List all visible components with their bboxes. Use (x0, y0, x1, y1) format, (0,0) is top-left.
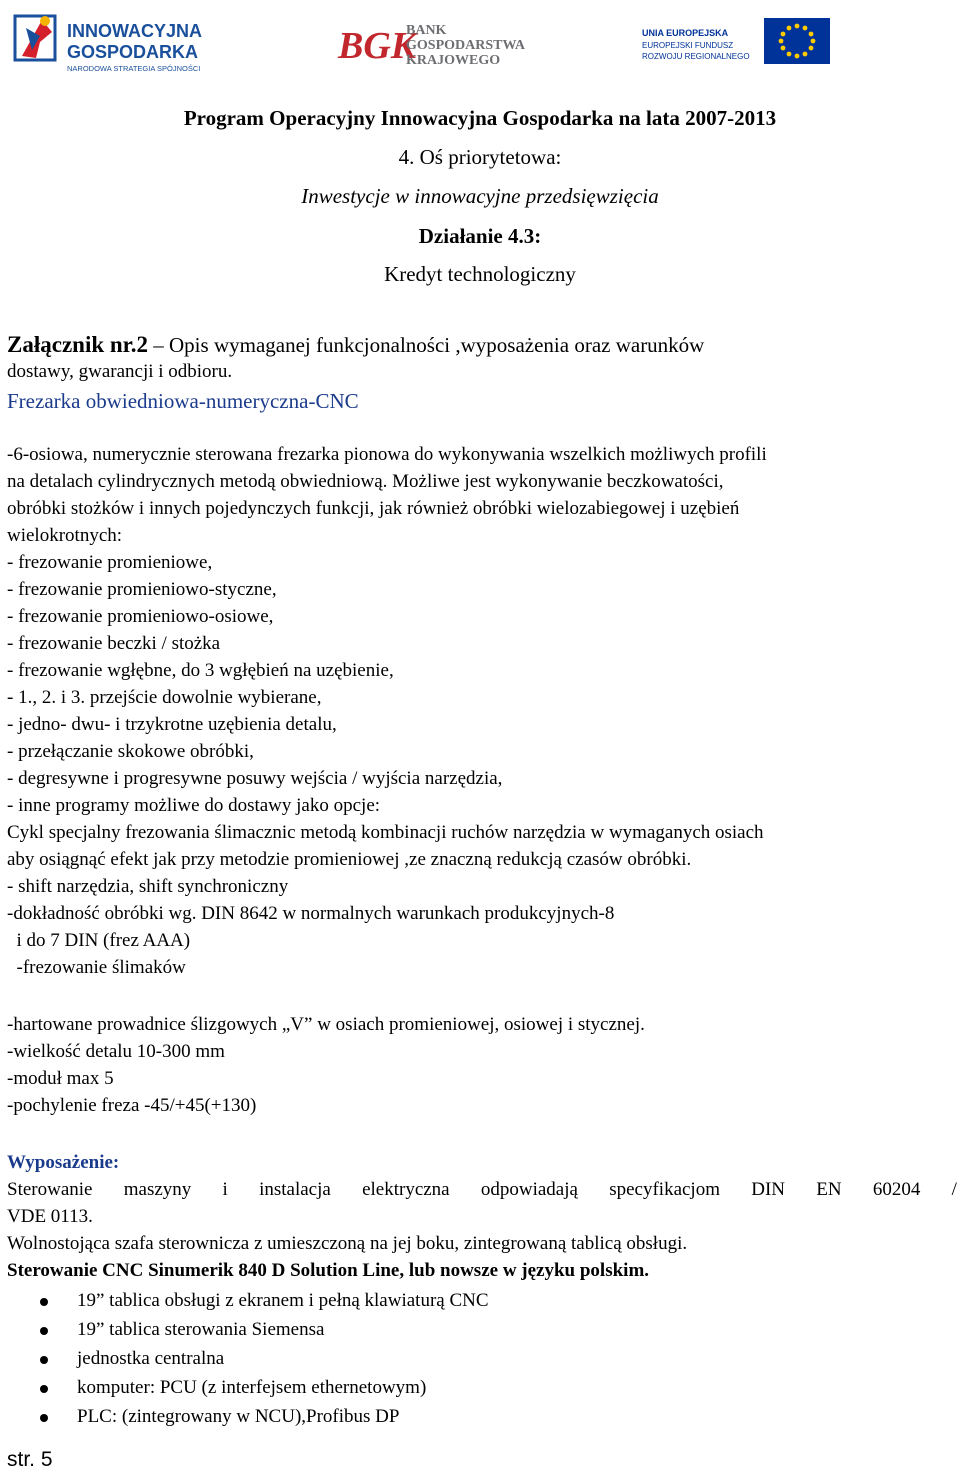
spec-line: -pochylenie freza -45/+45(+130) (7, 1095, 257, 1116)
svg-text:BGK: BGK (338, 25, 417, 67)
page-number: str. 5 (7, 1448, 53, 1471)
spec-line: -moduł max 5 (7, 1068, 114, 1089)
svg-text:BANK: BANK (406, 23, 447, 38)
list-item (40, 1347, 224, 1371)
list-item (40, 1318, 324, 1342)
body-line: i do 7 DIN (frez AAA) (7, 930, 191, 951)
equipment-word: instalacja (259, 1179, 331, 1200)
equipment-word: EN (816, 1179, 842, 1200)
equipment-heading: Wyposażenie: (7, 1152, 120, 1173)
body-line: -dokładność obróbki wg. DIN 8642 w normalnych warunkach produkcyjnych-8 (7, 903, 615, 924)
svg-text:INNOWACYJNA: INNOWACYJNA (67, 21, 203, 41)
spec-line: -hartowane prowadnice ślizgowych „V” w osiach promieniowej, osiowej i stycznej. (7, 1014, 645, 1035)
bgk-logo (336, 16, 536, 72)
equipment-word: specyfikacjom (609, 1179, 720, 1200)
priority-axis-name: Inwestycje w innowacyjne przedsięwzięcia (301, 184, 659, 208)
equipment-line: Wolnostojąca szafa sterownicza z umieszczoną na jej boku, zintegrowaną tablicą obsługi. (7, 1233, 688, 1254)
body-line: - jedno- dwu- i trzykrotne uzębienia detalu, (7, 714, 337, 735)
eu-logo (640, 14, 832, 74)
annex-label: Załącznik nr.2 (7, 332, 149, 357)
ig-emblem-icon (12, 6, 232, 78)
body-line: - degresywne i progresywne posuwy wejścia / wyjścia narzędzia, (7, 768, 503, 789)
priority-axis: 4. Oś priorytetowa: (398, 145, 562, 169)
body-line: aby osiągnąć efekt jak przy metodzie promieniowej ,ze znaczną redukcją czasów obróbki. (7, 849, 692, 870)
equipment-word: maszyny (123, 1179, 192, 1200)
svg-text:KRAJOWEGO: KRAJOWEGO (406, 53, 501, 68)
equipment-word: Sterowanie (7, 1179, 93, 1200)
bgk-emblem-icon (336, 16, 536, 72)
equipment-word: odpowiadają (480, 1179, 578, 1200)
program-title: Program Operacyjny Innowacyjna Gospodarka na lata 2007-2013 (183, 106, 777, 130)
body-line: wielokrotnych: (7, 525, 123, 546)
list-item-text: PLC: (zintegrowany w NCU),Profibus DP (77, 1406, 400, 1427)
body-line: - 1., 2. i 3. przejście dowolnie wybierane, (7, 687, 322, 708)
equipment-word: DIN (751, 1179, 786, 1200)
header-logos (0, 0, 960, 88)
machine-name: Frezarka obwiedniowa-numeryczna-CNC (7, 389, 359, 413)
spec-line: -wielkość detalu 10-300 mm (7, 1041, 225, 1062)
body-line: - frezowanie promieniowe, (7, 552, 213, 573)
svg-text:UNIA EUROPEJSKA: UNIA EUROPEJSKA (642, 28, 729, 38)
credit-name: Kredyt technologiczny (384, 262, 576, 286)
list-item-text: 19” tablica sterowania Siemensa (77, 1319, 325, 1340)
list-item (40, 1289, 489, 1313)
equipment-word: 60204 (872, 1179, 921, 1200)
list-item-text: jednostka centralna (77, 1348, 225, 1369)
innowacyjna-gospodarka-logo (12, 6, 232, 78)
list-item (40, 1376, 426, 1400)
body-line: Cykl specjalny frezowania ślimacznic metodą kombinacji ruchów narzędzia w wymaganych osiach (7, 822, 764, 843)
equipment-line: VDE 0113. (7, 1206, 93, 1227)
body-line: - frezowanie wgłębne, do 3 wgłębień na uzębienie, (7, 660, 394, 681)
equipment-word: / (951, 1179, 957, 1200)
svg-text:GOSPODARKA: GOSPODARKA (67, 42, 199, 62)
cnc-control: Sterowanie CNC Sinumerik 840 D Solution Line, lub nowsze w języku polskim. (7, 1260, 650, 1281)
annex-line (7, 332, 704, 358)
svg-text:GOSPODARSTWA: GOSPODARSTWA (406, 38, 526, 53)
list-item-text: 19” tablica obsługi z ekranem i pełną klawiaturą CNC (77, 1290, 489, 1311)
body-line: - przełączanie skokowe obróbki, (7, 741, 254, 762)
list-item-text: komputer: PCU (z interfejsem ethernetowym) (77, 1377, 427, 1398)
body-line: - shift narzędzia, shift synchroniczny (7, 876, 289, 897)
svg-text:ROZWOJU REGIONALNEGO: ROZWOJU REGIONALNEGO (642, 52, 750, 61)
action-number: Działanie 4.3: (418, 224, 542, 248)
annex-description: – Opis wymaganej funkcjonalności ,wyposażenia oraz warunków (148, 333, 705, 357)
equipment-word: elektryczna (362, 1179, 450, 1200)
body-line: -frezowanie ślimaków (7, 957, 186, 978)
body-line: - inne programy możliwe do dostawy jako opcje: (7, 795, 381, 816)
body-line: -6-osiowa, numerycznie sterowana frezarka pionowa do wykonywania wszelkich możliwych profili (7, 444, 767, 465)
svg-text:NARODOWA STRATEGIA SPÓJNOŚCI: NARODOWA STRATEGIA SPÓJNOŚCI (67, 64, 201, 73)
equipment-word: i (222, 1179, 228, 1200)
body-line: - frezowanie promieniowo-styczne, (7, 579, 277, 600)
eu-flag-icon (640, 14, 832, 74)
body-line: - frezowanie promieniowo-osiowe, (7, 606, 274, 627)
annex-description-cont: dostawy, gwarancji i odbioru. (7, 361, 233, 382)
body-line: obróbki stożków i innych pojedynczych funkcji, jak również obróbki wielozabiegowej i uzębień (7, 498, 740, 519)
equipment-line-justified (7, 1178, 957, 1202)
body-line: na detalach cylindrycznych metodą obwiedniową. Możliwe jest wykonywanie beczkowatości, (7, 471, 724, 492)
body-line: - frezowanie beczki / stożka (7, 633, 221, 654)
svg-text:EUROPEJSKI FUNDUSZ: EUROPEJSKI FUNDUSZ (642, 41, 734, 50)
list-item (40, 1405, 399, 1429)
